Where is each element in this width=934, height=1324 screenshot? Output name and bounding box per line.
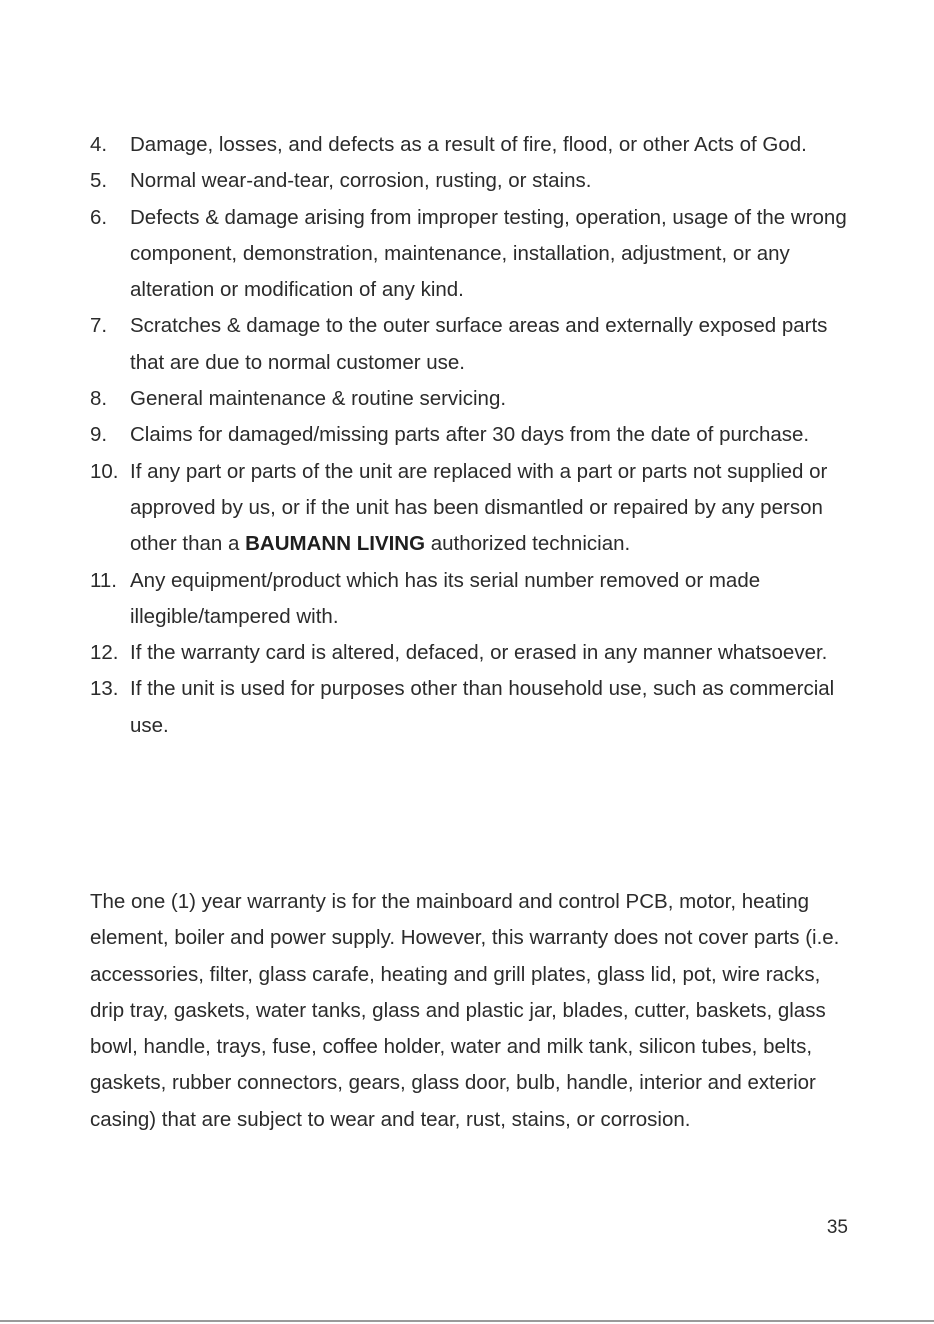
list-item-number: 13.: [90, 677, 119, 701]
list-item-number: 4.: [90, 133, 108, 156]
list-item-number: 11.: [90, 568, 117, 592]
list-item-number: 12.: [90, 641, 119, 665]
list-item-text: Scratches & damage to the outer surface areas and externally exposed parts that are due to normal customer use.: [130, 314, 828, 374]
list-item: [90, 635, 860, 671]
list-item-number: 6.: [90, 205, 108, 229]
list-item-text: Damage, losses, and defects as a result of fire, flood, or other Acts of God.: [130, 133, 807, 156]
list-item-text-before: If any part or parts of the unit are replaced with a part or parts not supplied or approved by us, or if the unit has been dismantled or repaired by any person other than a: [130, 459, 828, 556]
list-item: [90, 381, 860, 417]
list-item: [90, 308, 860, 381]
list-item: [90, 163, 860, 199]
warranty-paragraph: The one (1) year warranty is for the mainboard and control PCB, motor, heating element, boiler and power supply. However, this warranty does not cover parts (i.e. accessories, filter, glass carafe, heating and grill plates, glass lid, pot, wire racks, drip tray, gaskets, water tanks, glass and plastic jar, blades, cutter, baskets, glass bowl, handle, trays, fuse, coffee holder, water and milk tank, silicon tubes, belts, gaskets, rubber connectors, gears, glass door, bulb, handle, interior and exterior casing) that are subject to wear and tear, rust, stains, or corrosion.: [90, 890, 840, 1131]
list-item-text: General maintenance & routine servicing.: [130, 387, 507, 411]
page-number: 35: [826, 1217, 848, 1238]
brand-name: BAUMANN LIVING: [245, 532, 426, 556]
list-item-number: 5.: [90, 169, 108, 193]
list-item-text: [130, 454, 860, 563]
list-item-text: Any equipment/product which has its serial number removed or made illegible/tampered with.: [130, 568, 761, 628]
list-item: [90, 127, 860, 163]
list-item-text: If the warranty card is altered, defaced, or erased in any manner whatsoever.: [130, 641, 828, 665]
list-item-text: Defects & damage arising from improper testing, operation, usage of the wrong component, demonstration, maintenance, installation, adjustment, or any alteration or modification of any kind.: [130, 205, 847, 302]
list-item-number: 10.: [90, 459, 119, 483]
list-item: [90, 454, 860, 563]
list-item-number: 7.: [90, 314, 108, 338]
list-item: [90, 417, 860, 453]
list-item-number: 8.: [90, 387, 108, 411]
list-item-text: Claims for damaged/missing parts after 30 days from the date of purchase.: [130, 423, 810, 447]
list-item-number: 9.: [90, 423, 108, 447]
exclusions-list: [90, 127, 860, 744]
list-item-text-after: authorized technician.: [425, 532, 631, 556]
list-item: [90, 200, 860, 309]
list-item-text: If the unit is used for purposes other than household use, such as commercial use.: [130, 677, 835, 737]
list-item: [90, 563, 860, 636]
bottom-divider: [0, 1320, 934, 1322]
list-item-text: Normal wear-and-tear, corrosion, rusting, or stains.: [130, 169, 592, 193]
list-item: [90, 671, 860, 744]
